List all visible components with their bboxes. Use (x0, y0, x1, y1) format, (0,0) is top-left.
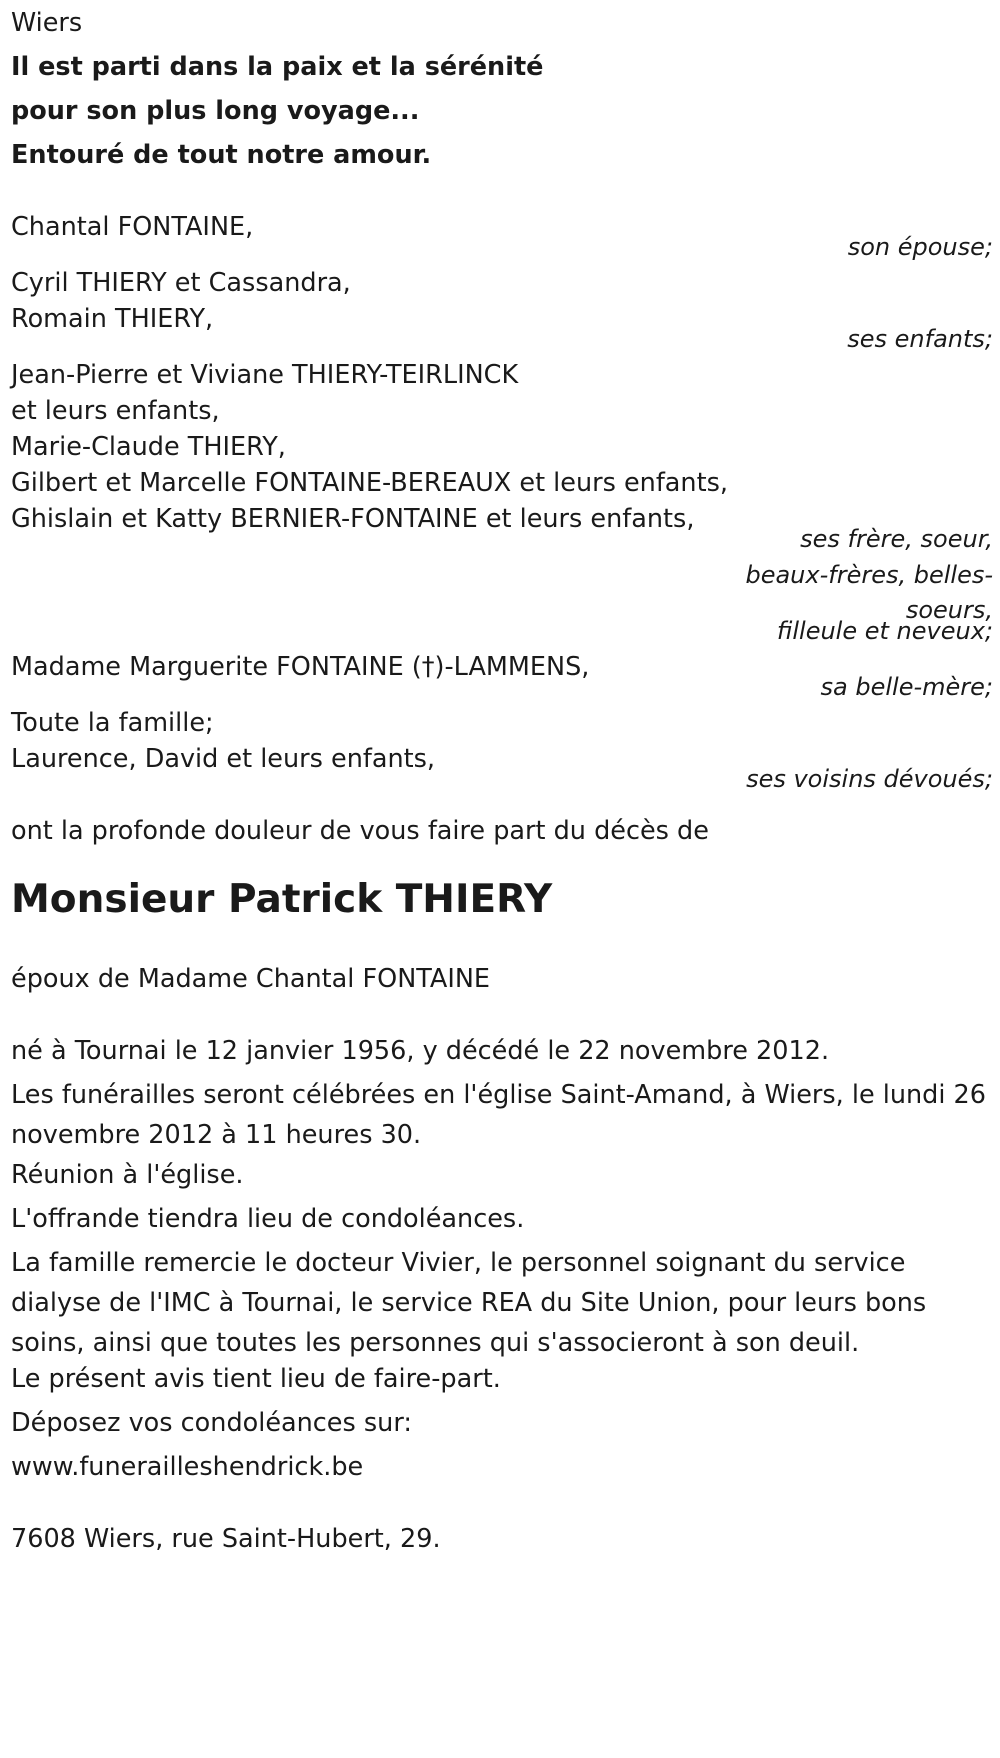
thanks-paragraph: La famille remercie le docteur Vivier, le personnel soignant du service dialyse de l'IMC à Tournai, le service REA du Site Union, pour leurs bons soins, ainsi que toutes les personnes qui s'associeront à son deuil. (11, 1248, 927, 1358)
meeting-line: Réunion à l'église. (11, 1160, 244, 1190)
children-role: ses enfants; (847, 325, 993, 353)
sibling-line-2: et leurs enfants, (11, 396, 220, 426)
notice-line: Le présent avis tient lieu de faire-part. (11, 1364, 501, 1394)
deceased-name: Monsieur Patrick THIERY (11, 877, 553, 922)
website-link[interactable]: www.funerailleshendrick.be (11, 1452, 364, 1482)
mother-in-law-role: sa belle-mère; (820, 673, 993, 701)
sibling-line-5: Ghislain et Katty BERNIER-FONTAINE et leurs enfants, (11, 504, 695, 534)
condolences-label: Déposez vos condoléances sur: (11, 1408, 412, 1438)
family-line-2: Laurence, David et leurs enfants, (11, 744, 436, 774)
sibling-line-1: Jean-Pierre et Viviane THIERY-TEIRLINCK (11, 360, 519, 390)
siblings-role-line-2: beaux-frères, belles- (745, 561, 993, 589)
town-header: Wiers (11, 8, 83, 38)
announcement-text: ont la profonde douleur de vous faire part du décès de (11, 816, 709, 846)
neighbours-role: ses voisins dévoués; (746, 765, 993, 793)
sibling-line-4: Gilbert et Marcelle FONTAINE-BEREAUX et leurs enfants, (11, 468, 728, 498)
spouse-name: Chantal FONTAINE, (11, 212, 254, 242)
family-line-1: Toute la famille; (11, 708, 214, 738)
verse-line-1: Il est parti dans la paix et la sérénité (11, 52, 544, 82)
mother-in-law-name: Madame Marguerite FONTAINE (†)-LAMMENS, (11, 652, 590, 682)
birth-death-line: né à Tournai le 12 janvier 1956, y décédé le 22 novembre 2012. (11, 1036, 830, 1066)
sibling-line-3: Marie-Claude THIERY, (11, 432, 286, 462)
child-name-1: Cyril THIERY et Cassandra, (11, 268, 351, 298)
deceased-spouse-line: époux de Madame Chantal FONTAINE (11, 964, 491, 994)
siblings-role-line-3: soeurs, (905, 596, 993, 624)
verse-line-3: Entouré de tout notre amour. (11, 140, 432, 170)
offering-line: L'offrande tiendra lieu de condoléances. (11, 1204, 525, 1234)
siblings-role-line-1: ses frère, soeur, (800, 525, 993, 553)
spouse-role: son épouse; (847, 233, 993, 261)
funeral-details: Les funérailles seront célébrées en l'église Saint-Amand, à Wiers, le lundi 26 novembre 2012 à 11 heures 30. (11, 1080, 986, 1150)
address-line: 7608 Wiers, rue Saint-Hubert, 29. (11, 1524, 441, 1554)
siblings-role-line-4: filleule et neveux; (776, 617, 993, 645)
child-name-2: Romain THIERY, (11, 304, 214, 334)
verse-line-2: pour son plus long voyage... (11, 96, 420, 126)
